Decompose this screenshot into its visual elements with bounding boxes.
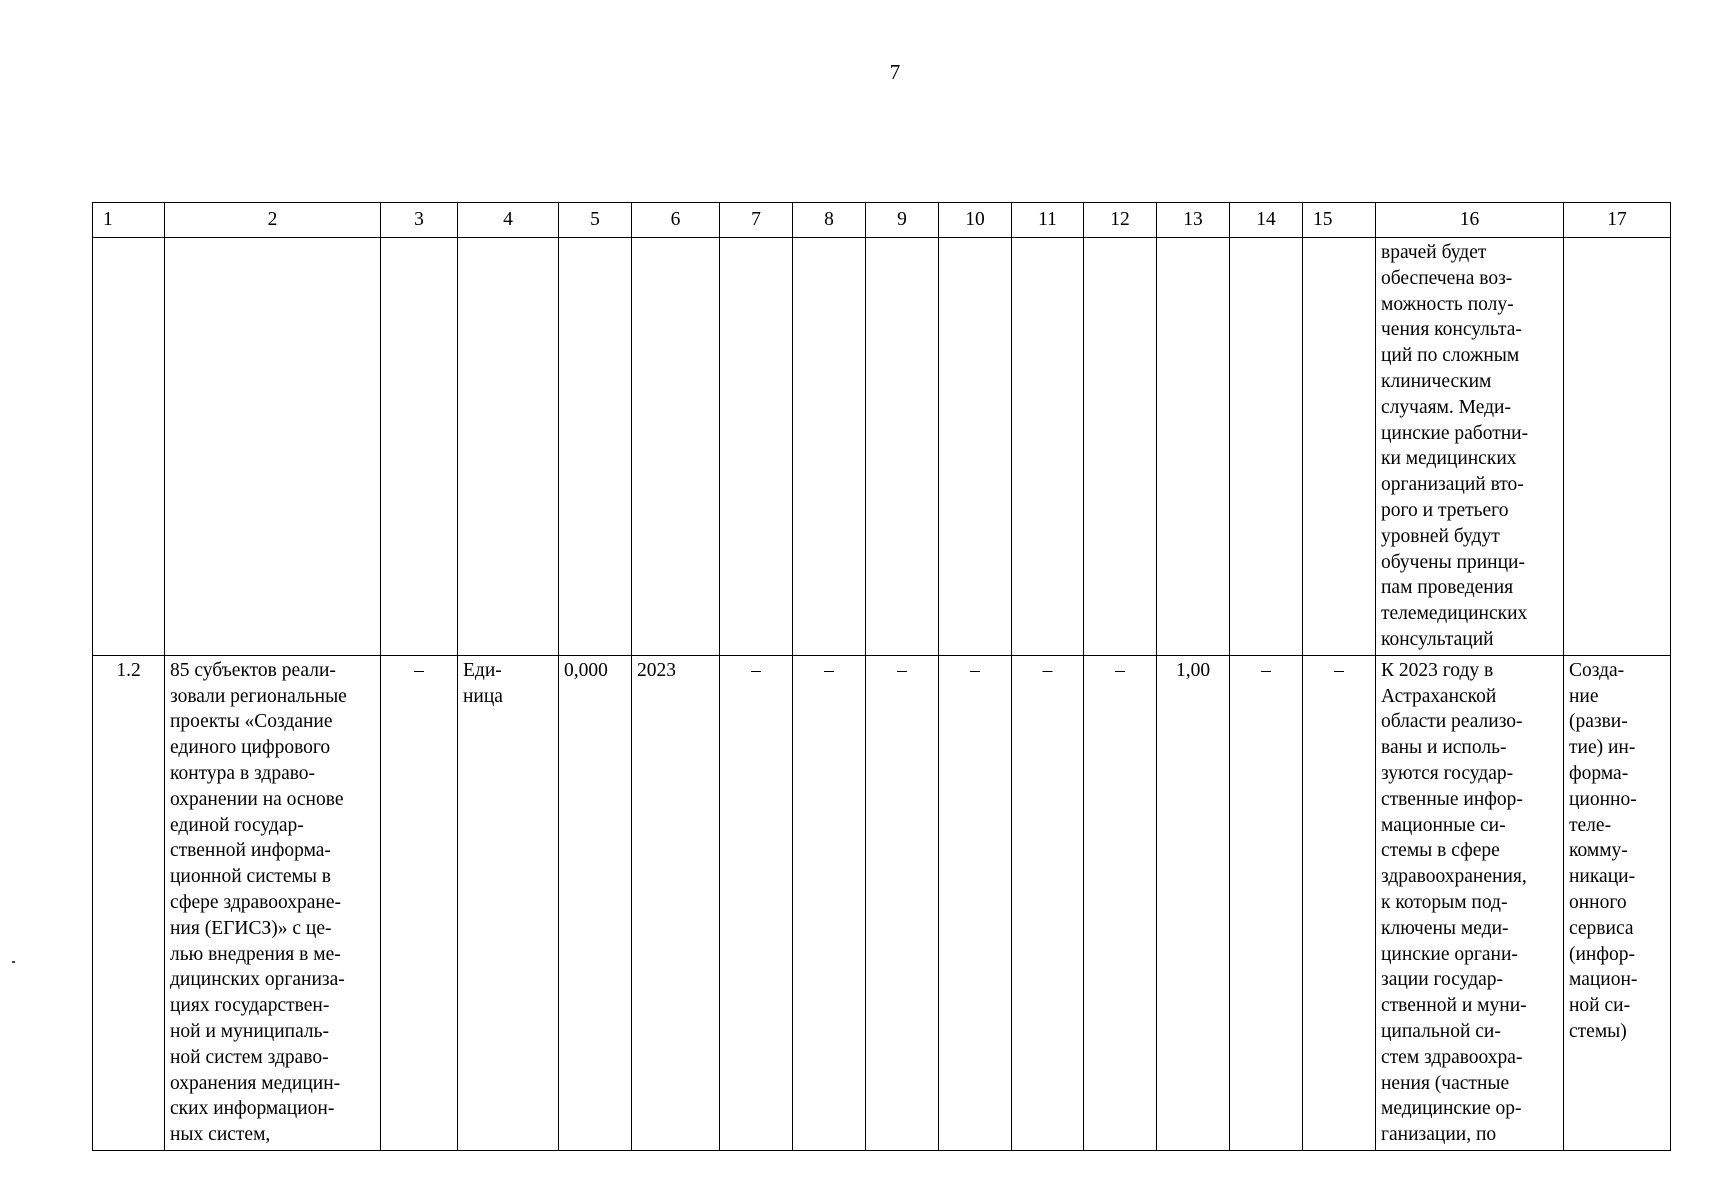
cell-col11: – [1012,655,1084,1150]
text-line: онного [1569,891,1627,913]
cell-empty [1303,238,1376,656]
header-cell-11: 11 [1012,203,1084,238]
cell-empty [1012,238,1084,656]
cell-empty [458,238,559,656]
text-line: к которым под- [1381,891,1508,913]
text-line: ние [1569,685,1599,707]
header-cell-14: 14 [1230,203,1303,238]
header-cell-7: 7 [720,203,793,238]
text-line: единой государ- [170,814,304,836]
text-line: врачей будет [1381,242,1487,263]
header-cell-13: 13 [1157,203,1230,238]
header-cell-10: 10 [939,203,1012,238]
program-table [92,202,1671,1151]
text-line: рого и третьего [1381,499,1509,521]
text-line: дицинских организа- [170,969,345,991]
text-line: проекты «Создание [170,711,333,733]
text-line: цинские органи- [1381,943,1518,965]
header-cell-6: 6 [632,203,720,238]
scan-speck [12,961,15,963]
header-cell-9: 9 [866,203,939,238]
text-line: мационные си- [1381,814,1506,836]
text-line: охранения медицин- [170,1072,341,1094]
text-line: нения (частные [1381,1072,1510,1094]
text-line: зации государ- [1381,969,1504,991]
text-line: клиническим [1381,370,1492,392]
cell-row-number: 1.2 [93,655,165,1150]
cell-col8: – [793,655,866,1150]
text-line: Созда- [1569,659,1625,681]
table-row-continuation [93,238,1671,656]
text-line: ния (ЕГИСЗ)» с це- [170,917,332,939]
text-line: мацион- [1569,969,1638,991]
text-line: ципальной си- [1381,1020,1501,1042]
text-line: ки медицинских [1381,448,1517,470]
cell-col3: – [381,655,458,1150]
text-line: никаци- [1569,866,1636,888]
cell-empty [939,238,1012,656]
cell-col14: – [1230,655,1303,1150]
text-line: комму- [1569,840,1628,862]
header-cell-17: 17 [1564,203,1671,238]
text-line: форма- [1569,762,1629,784]
text-line: единого цифрового [170,737,331,759]
text-line: области реализо- [1381,711,1523,733]
cell-empty [866,238,939,656]
cell-base-value: 0,000 [559,655,632,1150]
text-line: (инфор- [1569,943,1635,965]
cell-empty [632,238,720,656]
cell-empty [1157,238,1230,656]
cell-base-year: 2023 [632,655,720,1150]
cell-col9: – [866,655,939,1150]
cell-result-description [1376,655,1564,1150]
text-line: стем здравоохра- [1381,1046,1523,1068]
text-line: зовали региональные [170,685,347,707]
cell-col15: – [1303,655,1376,1150]
text-line: уровней будут [1381,525,1500,547]
text-line: сфере здравоохране- [170,891,341,913]
text-line: зуются государ- [1381,762,1514,784]
page-number: 7 [889,60,901,84]
table-row-1-2 [93,655,1671,1150]
cell-project-link [1564,655,1671,1150]
text-line: сервиса [1569,917,1634,939]
text-line: чения консульта- [1381,319,1522,341]
cell-indicator-name [165,655,381,1150]
text-line: можность полу- [1381,293,1514,315]
cell-empty [559,238,632,656]
cell-empty [720,238,793,656]
text-line: теле- [1569,814,1612,836]
text-line: обеспечена воз- [1381,267,1513,289]
header-cell-3: 3 [381,203,458,238]
text-line: (разви- [1569,711,1628,733]
cell-empty [93,238,165,656]
text-line: ственной и муни- [1381,995,1527,1017]
text-line: К 2023 году в [1381,659,1494,681]
header-cell-5: 5 [559,203,632,238]
text-line: цинские работни- [1381,422,1529,444]
cell-empty [793,238,866,656]
text-line: случаям. Меди- [1381,396,1511,418]
text-line: ной си- [1569,995,1631,1017]
text-line: пам проведения [1381,577,1514,599]
text-line: ственные инфор- [1381,788,1523,810]
text-line: Астраханской [1381,685,1497,707]
text-line: ной систем здраво- [170,1046,329,1068]
text-line: тие) ин- [1569,737,1636,759]
text-line: контура в здраво- [170,762,316,784]
text-line: ваны и исполь- [1381,737,1507,759]
cell-empty [381,238,458,656]
text-line: стемы в сфере [1381,840,1500,862]
text-line: организаций вто- [1381,474,1524,496]
text-line: стемы) [1569,1020,1627,1042]
text-line: консультаций [1381,628,1494,650]
text-line: ганизации, по [1381,1124,1497,1146]
cell-unit [458,655,559,1150]
text-line: ций по сложным [1381,345,1520,367]
text-line: ных систем, [170,1124,271,1146]
header-cell-15: 15 [1303,203,1376,238]
header-cell-12: 12 [1084,203,1157,238]
header-cell-2: 2 [165,203,381,238]
text-line: ских информацион- [170,1098,335,1120]
cell-empty [1230,238,1303,656]
text-line: телемедицинских [1381,603,1528,625]
text-line: циях государствен- [170,995,330,1017]
header-row [93,203,1671,238]
text-line: ной и муниципаль- [170,1020,330,1042]
text-line: обучены принци- [1381,551,1525,573]
text-line: ционно- [1569,788,1637,810]
cell-result-description [1376,238,1564,656]
text-line: 85 субъектов реали- [170,659,336,681]
text-line: ционной системы в [170,866,331,888]
header-cell-16: 16 [1376,203,1564,238]
text-line: медицинские ор- [1381,1098,1522,1120]
text-line: охранении на основе [170,788,344,810]
cell-col10: – [939,655,1012,1150]
cell-empty [165,238,381,656]
text-line: ница [463,685,503,707]
text-line: ключены меди- [1381,917,1509,939]
text-line: здравоохранения, [1381,866,1527,888]
cell-col13: 1,00 [1157,655,1230,1150]
header-cell-8: 8 [793,203,866,238]
header-cell-1: 1 [93,203,165,238]
text-line: лью внедрения в ме- [170,943,341,965]
cell-col12: – [1084,655,1157,1150]
text-line: ственной информа- [170,840,331,862]
cell-empty [1084,238,1157,656]
cell-col7: – [720,655,793,1150]
text-line: Еди- [463,659,502,681]
header-cell-4: 4 [458,203,559,238]
cell-empty [1564,238,1671,656]
